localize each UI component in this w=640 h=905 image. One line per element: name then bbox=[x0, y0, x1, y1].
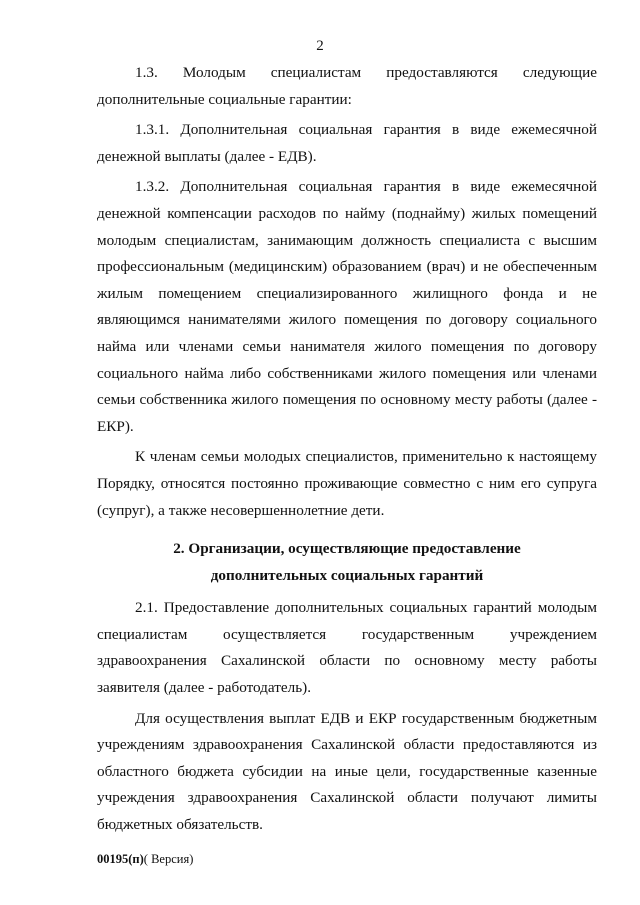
document-body bbox=[97, 60, 597, 839]
paragraph-family-members: К членам семьи молодых специалистов, применительно к настоящему Порядку, относятся постоянно проживающие совместно с ним его супруга (супруг), а также несовершеннолетние дети. bbox=[97, 448, 597, 519]
paragraph-1-3-2: 1.3.2. Дополнительная социальная гарантия в виде ежемесячной денежной компенсации расходов по найму (поднайму) жилых помещений молодым специалистам, занимающим должность специалиста с высшим профессиональным (медицинским) образованием (врач) и не обеспеченным жилым помещением специализированного жилищного фонда и не являющимся нанимателями жилого помещения по договору социального найма или членами семьи нанимателя жилого помещения по договору социального найма либо собственниками жилого помещения или членами семьи собственника жилого помещения по основному месту работы (далее - ЕКР). bbox=[97, 178, 597, 435]
paragraph-2-1: 2.1. Предоставление дополнительных социальных гарантий молодым специалистам осуществляется государственным учреждением здравоохранения Сахалинской области по основному месту работы заявителя (далее - работодатель). bbox=[97, 599, 597, 697]
section-2-heading-line-1: 2. Организации, осуществляющие предоставление bbox=[173, 540, 521, 558]
document-code: 00195(п) bbox=[97, 852, 144, 866]
paragraph-budget: Для осуществления выплат ЕДВ и ЕКР государственным бюджетным учреждениям здравоохранения Сахалинской области предоставляются из областного бюджета субсидии на иные цели, государственные казенные учреждения здравоохранения Сахалинской области получают лимиты бюджетных обязательств. bbox=[97, 709, 597, 834]
document-version: ( Версия) bbox=[143, 852, 194, 866]
section-2-heading-line-2: дополнительных социальных гарантий bbox=[210, 566, 484, 584]
page-number: 2 bbox=[316, 38, 324, 54]
section-2-heading bbox=[97, 536, 597, 589]
document-code-footer bbox=[97, 852, 193, 867]
paragraph-1-3-1: 1.3.1. Дополнительная социальная гарантия в виде ежемесячной денежной выплаты (далее - ЕДВ). bbox=[97, 121, 597, 165]
paragraph-1-3: 1.3. Молодым специалистам предоставляются следующие дополнительные социальные гарантии: bbox=[97, 64, 597, 108]
